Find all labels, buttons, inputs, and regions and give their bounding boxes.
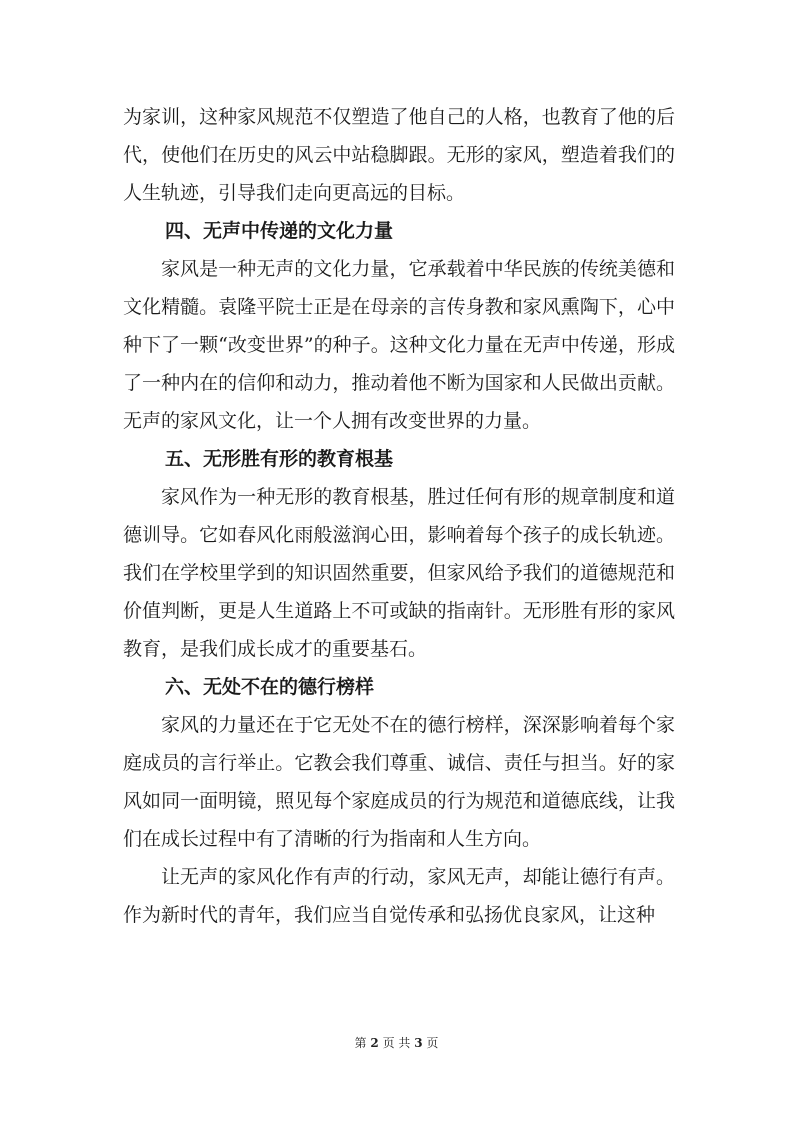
section-heading: 五、无形胜有形的教育根基 <box>165 448 394 470</box>
paragraph: 家风的力量还在于它无处不在的德行榜样，深深影响着每个家庭成员的言行举止。它教会我们尊重、诚信、责任与担当。好的家风如同一面明镜，照见每个家庭成员的行为规范和道德底线，让我们在成长过程中有了清晰的行为指南和人生方向。 <box>123 714 675 850</box>
paragraph: 家风作为一种无形的教育根基，胜过任何有形的规章制度和道德训导。它如春风化雨般滋润心田，影响着每个孩子的成长轨迹。我们在学校里学到的知识固然重要，但家风给予我们的道德规范和价值判断，更是人生道路上不可或缺的指南针。无形胜有形的家风教育，是我们成长成才的重要基石。 <box>123 486 675 660</box>
paragraph: 为家训，这种家风规范不仅塑造了他自己的人格，也教育了他的后代，使他们在历史的风云中站稳脚跟。无形的家风，塑造着我们的人生轨迹，引导我们走向更高远的目标。 <box>123 106 675 204</box>
footer-suffix: 页 <box>426 1036 439 1050</box>
footer-total-pages: 3 <box>414 1036 423 1050</box>
section-heading: 四、无声中传递的文化力量 <box>165 220 394 242</box>
section-heading: 六、无处不在的德行榜样 <box>165 676 375 698</box>
page-footer <box>0 1034 793 1051</box>
footer-middle: 页 共 <box>382 1036 411 1050</box>
footer-page-number: 2 <box>370 1036 379 1050</box>
paragraph: 让无声的家风化作有声的行动，家风无声，却能让德行有声。作为新时代的青年，我们应当自觉传承和弘扬优良家风，让这种 <box>123 866 675 926</box>
document-body <box>123 98 675 934</box>
paragraph: 家风是一种无声的文化力量，它承载着中华民族的传统美德和文化精髓。袁隆平院士正是在母亲的言传身教和家风熏陶下，心中种下了一颗“改变世界”的种子。这种文化力量在无声中传递，形成了一种内在的信仰和动力，推动着他不断为国家和人民做出贡献。无声的家风文化，让一个人拥有改变世界的力量。 <box>123 258 675 432</box>
footer-prefix: 第 <box>354 1036 367 1050</box>
